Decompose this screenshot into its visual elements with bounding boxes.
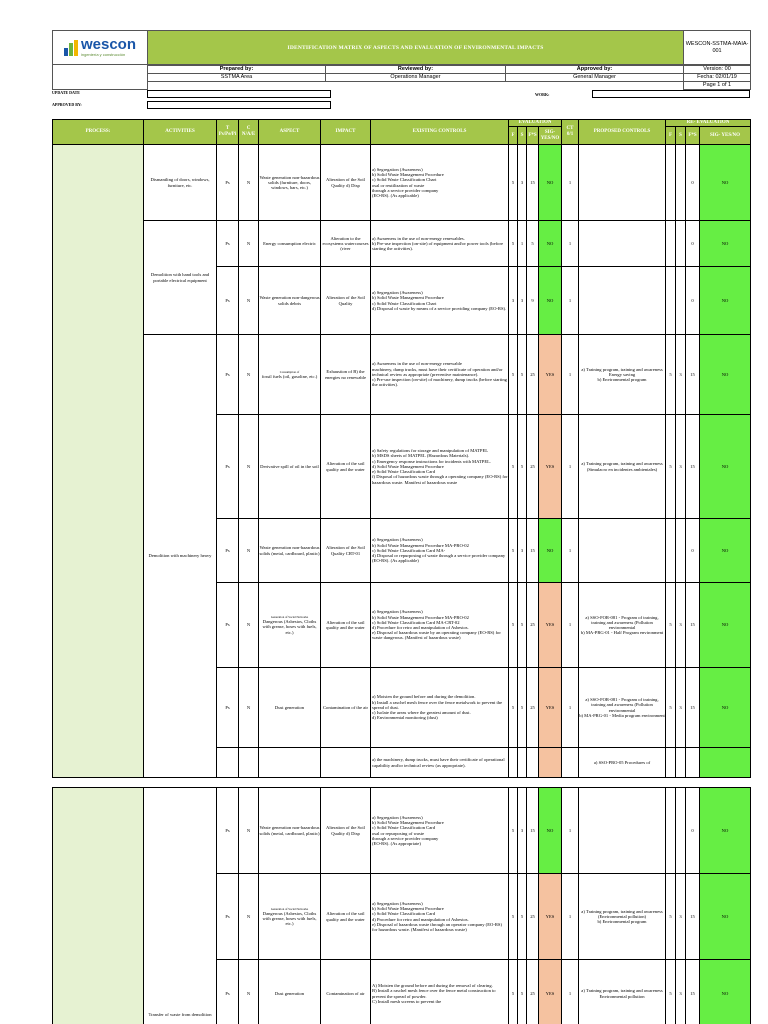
condition-cell: N [239, 668, 259, 748]
type-cell [217, 748, 239, 778]
re-f-cell: 5 [666, 668, 676, 748]
aspect-text: fossil fuels (oil, gasoline, etc.) [261, 373, 318, 379]
condition-cell: N [239, 583, 259, 668]
logo-mark-icon [64, 40, 78, 56]
company-logo [53, 38, 147, 57]
f-cell: 5 [509, 960, 518, 1024]
matrix-table-1 [52, 119, 751, 778]
re-f-cell [666, 145, 676, 221]
fs-cell: 9 [527, 267, 539, 335]
approved-by-value: General Manager [506, 74, 684, 82]
re-f-cell: 5 [666, 415, 676, 519]
col-aspect: ASPECT [259, 120, 321, 145]
col-t-label: T [225, 126, 230, 131]
process-cell [53, 145, 144, 778]
matrix-body-1 [53, 145, 751, 778]
sheet-page-1 [52, 30, 750, 90]
re-fs-cell: 0 [686, 267, 700, 335]
approved-by-field-label: APPROVED BY: [52, 102, 82, 107]
re-fs-cell: 15 [686, 960, 700, 1024]
condition-cell: N [239, 519, 259, 583]
aspect-prefix: Consumption of [279, 369, 300, 374]
re-significance-cell: NO [700, 788, 751, 874]
significance-cell: YES [539, 960, 562, 1024]
col-f: F [509, 127, 518, 145]
type-cell: Ps [217, 874, 239, 960]
re-f-cell [666, 519, 676, 583]
re-significance-cell: NO [700, 583, 751, 668]
document-code: WESCON-SSTMA-MAIA-001 [684, 31, 751, 65]
fs-cell: 25 [527, 960, 539, 1024]
table-row [53, 335, 751, 415]
logo-tagline: ingeniería y construcción [80, 52, 126, 57]
ct-cell: 1 [562, 267, 579, 335]
condition-cell: N [239, 960, 259, 1024]
existing-controls-cell: a) Segregation (Awareness) b) Solid Waste Management Procedure c) Solid Waste Classification Chart d) Disposal of waste by means of a service providing company (EO-RS). [371, 267, 509, 335]
re-f-cell [666, 748, 676, 778]
f-cell: 5 [509, 874, 518, 960]
type-cell: Ps [217, 668, 239, 748]
aspect-cell [259, 519, 321, 583]
col-sig: SIG- YES/NO [539, 127, 562, 145]
aspect-text: Waste generation non-hazardous solids (metal, cardboard, plastic) [259, 825, 320, 836]
proposed-controls-cell: a) Training program, training and awareness Environmental pollution [579, 960, 666, 1024]
aspect-prefix: Generation of Social Networks [270, 615, 309, 620]
s-cell: 3 [518, 519, 527, 583]
significance-cell: YES [539, 415, 562, 519]
condition-cell: N [239, 221, 259, 267]
col-evaluation: EVALUATION [509, 120, 562, 127]
existing-controls-cell: a) Segregation (Awareness) b) Solid Waste Management Procedure MA-PRO-02 c) Solid Waste Classification Card MA- d) Disposal or repurposing of waste through a service provider company (EO-RS). (As applicable) [371, 519, 509, 583]
re-fs-cell: 15 [686, 583, 700, 668]
ct-cell: 1 [562, 335, 579, 415]
existing-controls-cell: a) the machinery, dump trucks, must have their certificate of operational capability and/or technical review (as appropriate). [371, 748, 509, 778]
fs-cell [527, 748, 539, 778]
col-re-f: F [666, 127, 676, 145]
activity-group-cell: Demolition with hand tools and portable electrical equipment [144, 221, 217, 335]
re-s-cell: 3 [676, 335, 686, 415]
s-cell: 5 [518, 415, 527, 519]
re-s-cell [676, 788, 686, 874]
aspect-cell [259, 267, 321, 335]
impact-cell: Alteration of the soil quality and the water [321, 874, 371, 960]
col-fs: F*S [527, 127, 539, 145]
proposed-controls-cell [579, 519, 666, 583]
impact-cell: Alteration to the ecosystems watercourses (river [321, 221, 371, 267]
version-label: Version: 00 [684, 66, 751, 74]
document-header [52, 30, 751, 65]
re-fs-cell: 15 [686, 335, 700, 415]
re-s-cell: 3 [676, 668, 686, 748]
impact-cell: Alteration of the Soil Quality d) Disp [321, 145, 371, 221]
col-re-sig: SIG- YES/NO [700, 127, 751, 145]
re-f-cell: 5 [666, 874, 676, 960]
s-cell: 5 [518, 668, 527, 748]
fs-cell: 25 [527, 415, 539, 519]
f-cell [509, 748, 518, 778]
aspect-text: Waste generation non-hazardous solids (furniture, doors, windows, bars, etc.) [259, 174, 320, 191]
aspect-cell [259, 960, 321, 1024]
condition-cell: N [239, 145, 259, 221]
f-cell: 5 [509, 519, 518, 583]
type-cell: Ps [217, 519, 239, 583]
f-cell: 5 [509, 583, 518, 668]
col-s: S [518, 127, 527, 145]
significance-cell: YES [539, 874, 562, 960]
aspect-cell [259, 748, 321, 778]
impact-cell: Alteration of the soil quality and the water [321, 415, 371, 519]
proposed-controls-cell: a) Training program, training and awareness Energy saving b) Environmental program [579, 335, 666, 415]
fs-cell: 25 [527, 668, 539, 748]
logo-name: wescon [80, 36, 137, 53]
impact-cell: Contamination of the air [321, 668, 371, 748]
re-significance-cell: NO [700, 267, 751, 335]
re-s-cell: 3 [676, 583, 686, 668]
date-label: Fecha: 02/01/19 [684, 74, 751, 82]
update-date-label: UPDATE DATE [52, 90, 80, 95]
proposed-controls-cell [579, 145, 666, 221]
re-s-cell [676, 145, 686, 221]
condition-cell: N [239, 415, 259, 519]
col-process: PROCESS: [53, 120, 144, 145]
reviewed-by-label: Reviewed by: [326, 66, 506, 74]
fs-cell: 25 [527, 874, 539, 960]
col-proposed-controls: PROPOSED CONTROLS [579, 120, 666, 145]
s-cell: 1 [518, 221, 527, 267]
col-re-fs: F*S [686, 127, 700, 145]
proposed-controls-cell [579, 221, 666, 267]
aspect-text: Dust generation [274, 990, 305, 996]
update-date-field[interactable] [147, 90, 331, 98]
re-s-cell [676, 267, 686, 335]
reviewed-by-value: Operations Manager [326, 74, 506, 82]
condition-cell: N [239, 874, 259, 960]
existing-controls-cell: a) Segregation (Awareness) b) Solid Waste Management Procedure c) Solid Waste Classification Chart osal or reutilization of waste through a service provider company (EO-RS). (As applicable) [371, 145, 509, 221]
impact-cell: Contamination of air [321, 960, 371, 1024]
approved-by-label: Approved by: [506, 66, 684, 74]
re-significance-cell: NO [700, 415, 751, 519]
existing-controls-cell: a) Awareness in the use of non-energy renewable machinery, dump trucks, must have their certificate of operation and/or technical review as appropriate (preventive maintenance). c) Pre-use inspection (on-site) of machinery, dump trucks (before starting the activities). [371, 335, 509, 415]
re-significance-cell: NO [700, 221, 751, 267]
re-s-cell: 3 [676, 874, 686, 960]
f-cell: 5 [509, 788, 518, 874]
matrix-page-2 [52, 787, 750, 1024]
condition-cell: N [239, 267, 259, 335]
ct-cell: 1 [562, 788, 579, 874]
re-fs-cell [686, 748, 700, 778]
table-row [53, 788, 751, 874]
col-c-sub: N/A/E [241, 132, 256, 137]
aspect-cell [259, 788, 321, 874]
s-cell: 5 [518, 335, 527, 415]
aspect-text: Dust generation [274, 704, 305, 710]
re-fs-cell: 0 [686, 788, 700, 874]
type-cell: Ps [217, 788, 239, 874]
aspect-text: Dangerous (Asbestos, Cloths with grease, hoses with fuels, etc.) [262, 619, 317, 635]
aspect-cell [259, 415, 321, 519]
impact-cell: Alteration of the Soil Quality CRT-01 [321, 519, 371, 583]
s-cell [518, 748, 527, 778]
ct-cell: 1 [562, 221, 579, 267]
fs-cell: 5 [527, 221, 539, 267]
proposed-controls-cell: a) SSO-FOR-081 - Program of training, training and awareness (Pollution environmental b) MA-PRG-01 - Media program environment [579, 668, 666, 748]
impact-cell: Alteration of the Soil Quality [321, 267, 371, 335]
significance-cell: YES [539, 583, 562, 668]
matrix-body-2 [53, 788, 751, 1024]
col-existing-controls: EXISTING CONTROLS [371, 120, 509, 145]
work-label: WORK: [535, 92, 550, 97]
f-cell: 5 [509, 415, 518, 519]
col-activities: ACTIVITIES [144, 120, 217, 145]
re-fs-cell: 15 [686, 668, 700, 748]
re-f-cell: 5 [666, 960, 676, 1024]
re-significance-cell: NO [700, 145, 751, 221]
re-s-cell [676, 221, 686, 267]
proposed-controls-cell [579, 267, 666, 335]
condition-cell [239, 748, 259, 778]
ct-cell: 1 [562, 415, 579, 519]
ct-cell: 1 [562, 583, 579, 668]
impact-cell [321, 748, 371, 778]
aspect-text: Waste generation non-hazardous solids (metal, cardboard, plastic) [259, 545, 320, 556]
re-significance-cell: NO [700, 874, 751, 960]
activity-group-cell: Transfer of waste from demolition [144, 788, 217, 1024]
fs-cell: 25 [527, 583, 539, 668]
aspect-cell [259, 874, 321, 960]
type-cell: Ps [217, 583, 239, 668]
col-c-label: C [246, 126, 251, 131]
col-t-sub: Ps/Pe/Pi [218, 132, 237, 137]
approved-by-field[interactable] [147, 101, 331, 109]
re-significance-cell: NO [700, 335, 751, 415]
re-f-cell [666, 788, 676, 874]
re-s-cell [676, 519, 686, 583]
re-f-cell [666, 267, 676, 335]
re-significance-cell: NO [700, 519, 751, 583]
col-ct-sub: 0/1 [566, 132, 574, 137]
ct-cell: 1 [562, 145, 579, 221]
proposed-controls-cell [579, 788, 666, 874]
existing-controls-cell: a) Segregation (Awareness) b) Solid Waste Management Procedure c) Solid Waste Classification Card osal or repurposing of waste through a service provider company (EO-RS). (As appropriate) [371, 788, 509, 874]
prepared-by-value: SSTMA Area [148, 74, 326, 82]
proposed-controls-cell: a) SSO-PRO-05 Procedures of [579, 748, 666, 778]
condition-cell: N [239, 335, 259, 415]
col-c [239, 120, 259, 145]
f-cell: 5 [509, 221, 518, 267]
type-cell: Ps [217, 267, 239, 335]
s-cell: 5 [518, 874, 527, 960]
re-s-cell [676, 748, 686, 778]
col-impact: IMPACT [321, 120, 371, 145]
activity-group-cell: Demolition with machinery heavy [144, 335, 217, 778]
re-fs-cell: 0 [686, 221, 700, 267]
significance-cell: NO [539, 145, 562, 221]
matrix-page-1 [52, 119, 750, 778]
type-cell: Ps [217, 960, 239, 1024]
s-cell: 5 [518, 583, 527, 668]
process-cell [53, 788, 144, 1024]
fs-cell: 25 [527, 335, 539, 415]
aspect-text: Waste generation non-dangerous solids debris [259, 295, 320, 306]
existing-controls-cell: a) Moisten the ground before and during the demolition. b) Install a raschel mesh fence over the fence metalwork to prevent the spread of dust. c) Isolate the areas where the greatest amount of dust. d) Environmental monitoring (dust) [371, 668, 509, 748]
f-cell: 5 [509, 145, 518, 221]
proposed-controls-cell: a) Training program, training and awareness (Environmental pollution) b) Environmental program [579, 874, 666, 960]
type-cell: Ps [217, 221, 239, 267]
logo-cell [53, 31, 148, 65]
re-s-cell: 3 [676, 415, 686, 519]
aspect-text: Energy consumption electric [263, 240, 316, 246]
re-significance-cell: NO [700, 960, 751, 1024]
proposed-controls-cell: a) Training program, training and awareness (Simulacro en incidentes ambientales) [579, 415, 666, 519]
fs-cell: 15 [527, 788, 539, 874]
aspect-cell [259, 145, 321, 221]
re-fs-cell: 0 [686, 519, 700, 583]
significance-cell: NO [539, 267, 562, 335]
significance-cell: YES [539, 668, 562, 748]
ct-cell: 1 [562, 668, 579, 748]
activity-cell: Dismantling of doors, windows, furniture, etc. [144, 145, 217, 221]
significance-cell: NO [539, 221, 562, 267]
re-fs-cell: 0 [686, 145, 700, 221]
significance-cell [539, 748, 562, 778]
col-re-evaluation: RE- EVALUATION [666, 120, 751, 127]
document-meta [52, 65, 751, 90]
aspect-cell [259, 335, 321, 415]
re-significance-cell: NO [700, 668, 751, 748]
s-cell: 3 [518, 145, 527, 221]
re-f-cell: 5 [666, 583, 676, 668]
existing-controls-cell: a) Awareness in the use of non-energy renewables. b) Pre-use inspection (on-site) of equipment and/or power tools (before starting the activities). [371, 221, 509, 267]
existing-controls-cell: a) Segregation (Awareness) b) Solid Waste Management Procedure MA-PRO-02 c) Solid Waste Classification Card MA-CRT-02 d) Procedure for retro and manipulation of Asbestos. e) Disposal of hazardous waste by an operating company (EO-RS) for waste dangerous. (Manifest of hazardous waste) [371, 583, 509, 668]
prepared-by-label: Prepared by: [148, 66, 326, 74]
aspect-cell [259, 221, 321, 267]
aspect-cell [259, 583, 321, 668]
impact-cell: Exhaustion of B) the energies no renewable [321, 335, 371, 415]
table-row [53, 221, 751, 267]
ct-cell: 1 [562, 874, 579, 960]
re-significance-cell [700, 748, 751, 778]
s-cell: 5 [518, 960, 527, 1024]
impact-cell: Alteration of the Soil Quality d) Disp [321, 788, 371, 874]
s-cell: 3 [518, 267, 527, 335]
col-ct-label: CT [566, 126, 574, 131]
re-fs-cell: 15 [686, 415, 700, 519]
proposed-controls-cell: a) SSO-FOR-081 - Program of training, training and awareness (Pollution environmental b) MA-PRG-01 - Half Program environment [579, 583, 666, 668]
col-re-s: S [676, 127, 686, 145]
work-field[interactable] [592, 90, 750, 98]
col-t [217, 120, 239, 145]
ct-cell [562, 748, 579, 778]
aspect-prefix: Generation of Social Networks [270, 906, 309, 911]
f-cell: 5 [509, 668, 518, 748]
re-s-cell: 3 [676, 960, 686, 1024]
significance-cell: YES [539, 335, 562, 415]
existing-controls-cell: a) Safety regulations for storage and manipulation of MATPEL b) MSDS sheets of MATPEL (Hazardous Materials). c) Emergency response instructions for incidents with MATPEL. d) Solid Waste Management Procedure e) Solid Waste Classification Card f) Disposal of hazardous waste through a operating company (EO-RS) for hazardous waste. Manifest of hazardous waste [371, 415, 509, 519]
fs-cell: 15 [527, 519, 539, 583]
document-title: IDENTIFICATION MATRIX OF ASPECTS AND EVALUATION OF ENVIRONMENTAL IMPACTS [148, 31, 684, 65]
significance-cell: NO [539, 788, 562, 874]
impact-cell: Alteration of the soil quality and the water [321, 583, 371, 668]
significance-cell: NO [539, 519, 562, 583]
re-fs-cell: 15 [686, 874, 700, 960]
aspect-text: Dangerous (Asbestos, Cloths with grease, hoses with fuels, etc.) [262, 910, 317, 927]
f-cell: 5 [509, 335, 518, 415]
form-fields [52, 88, 750, 110]
existing-controls-cell: A) Moisten the ground before and during the removal of clearing. B) Install a raschel mesh fence over the fence metal construction to prevent the spread of powder. C) Install mesh screens to prevent the [371, 960, 509, 1024]
fs-cell: 15 [527, 145, 539, 221]
table-row [53, 145, 751, 221]
condition-cell: N [239, 788, 259, 874]
f-cell: 3 [509, 267, 518, 335]
s-cell: 3 [518, 788, 527, 874]
col-ct [562, 120, 579, 145]
type-cell: Ps [217, 335, 239, 415]
aspect-cell [259, 668, 321, 748]
matrix-table-2 [52, 787, 751, 1024]
re-f-cell: 5 [666, 335, 676, 415]
ct-cell: 1 [562, 519, 579, 583]
type-cell: Ps [217, 415, 239, 519]
type-cell: Ps [217, 145, 239, 221]
ct-cell: 1 [562, 960, 579, 1024]
aspect-text: Derivative spill of oil in the soil [260, 463, 319, 469]
existing-controls-cell: a) Segregation (Awareness) b) Solid Waste Management Procedure c) Solid Waste Classification Card d) Procedure for retro and manipulation of Asbestos. e) Disposal of hazardous waste through an operator company (EO-RS) for hazardous waste. (Manifest of hazardous waste) [371, 874, 509, 960]
re-f-cell [666, 221, 676, 267]
page-label: Page 1 of 1 [684, 82, 751, 90]
